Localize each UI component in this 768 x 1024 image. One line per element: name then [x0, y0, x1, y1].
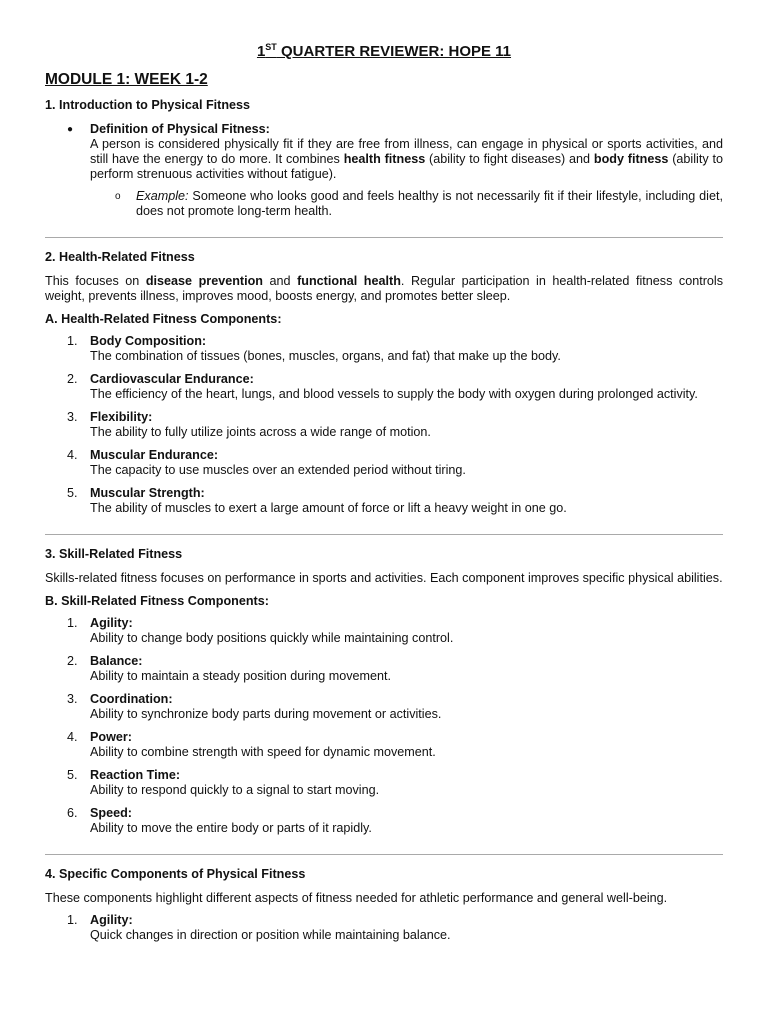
- definition-text: A person is considered physically fit if they are free from illness, can engage in physical or sports activities, and still have the energy to do more. It combines health fitness (ability to fight diseases) and body fitness (ability to perform strenuous activities without fatigue).: [90, 137, 723, 181]
- list-item-number: 2.: [67, 372, 78, 386]
- list-item-number: 3.: [67, 410, 78, 424]
- list-item-description: Ability to combine strength with speed for dynamic movement.: [90, 745, 436, 759]
- list-item-term: Coordination:: [90, 692, 173, 706]
- list-item-term: Agility:: [90, 913, 133, 927]
- list-item-number: 3.: [67, 692, 78, 706]
- list-item-number: 1.: [67, 616, 78, 630]
- list-item-number: 5.: [67, 768, 78, 782]
- health-components-list: [45, 334, 723, 516]
- list-item-description: The capacity to use muscles over an extended period without tiring.: [90, 463, 466, 477]
- document-title: 1ST QUARTER REVIEWER: HOPE 11: [256, 42, 512, 60]
- section-2-paragraph: This focuses on disease prevention and functional health. Regular participation in health-related fitness controls weight, prevents illness, improves mood, boosts energy, and promotes better sleep.: [45, 274, 724, 303]
- list-item: [45, 730, 723, 760]
- skill-components-list: [45, 616, 723, 836]
- list-item: [45, 616, 723, 646]
- list-item: [45, 486, 723, 516]
- health-components-heading: A. Health-Related Fitness Components:: [45, 312, 282, 326]
- list-item-description: Quick changes in direction or position while maintaining balance.: [90, 928, 451, 942]
- list-item: [45, 654, 723, 684]
- definition-term: Definition of Physical Fitness:: [90, 122, 270, 136]
- list-item-term: Body Composition:: [90, 334, 207, 348]
- document-page: [45, 36, 723, 943]
- list-item-description: The efficiency of the heart, lungs, and blood vessels to supply the body with oxygen during prolonged activity.: [90, 387, 698, 401]
- list-item-number: 1.: [67, 913, 78, 927]
- hollow-bullet-icon: o: [115, 191, 121, 202]
- list-item-term: Flexibility:: [90, 410, 153, 424]
- list-item: [45, 806, 723, 836]
- list-item-term: Speed:: [90, 806, 132, 820]
- list-item-description: Ability to respond quickly to a signal to start moving.: [90, 783, 380, 797]
- list-item-description: The ability of muscles to exert a large amount of force or lift a heavy weight in one go.: [90, 501, 567, 515]
- module-title: MODULE 1: WEEK 1-2: [45, 71, 208, 88]
- specific-components-list: [45, 913, 723, 943]
- bullet-icon: ●: [67, 124, 74, 135]
- list-item: [45, 410, 723, 440]
- example-subbullet: [45, 189, 723, 219]
- section-3-heading: 3. Skill-Related Fitness: [45, 547, 183, 561]
- list-item: [45, 913, 723, 943]
- list-item-description: Ability to synchronize body parts during movement or activities.: [90, 707, 442, 721]
- list-item-number: 4.: [67, 448, 78, 462]
- list-item-number: 5.: [67, 486, 78, 500]
- section-2-heading: 2. Health-Related Fitness: [45, 250, 195, 264]
- list-item-number: 2.: [67, 654, 78, 668]
- list-item: [45, 334, 723, 364]
- list-item-term: Agility:: [90, 616, 133, 630]
- section-divider: [45, 854, 723, 855]
- list-item-term: Reaction Time:: [90, 768, 181, 782]
- list-item-description: The ability to fully utilize joints across a wide range of motion.: [90, 425, 431, 439]
- section-1-heading: 1. Introduction to Physical Fitness: [45, 98, 251, 112]
- list-item-description: Ability to maintain a steady position during movement.: [90, 669, 392, 683]
- list-item: [45, 768, 723, 798]
- list-item-term: Muscular Endurance:: [90, 448, 219, 462]
- section-4-heading: 4. Specific Components of Physical Fitness: [45, 867, 306, 881]
- list-item-term: Power:: [90, 730, 132, 744]
- list-item-description: Ability to change body positions quickly while maintaining control.: [90, 631, 454, 645]
- section-3-paragraph: Skills-related fitness focuses on performance in sports and activities. Each component improves specific physical abilities.: [45, 571, 723, 585]
- list-item-number: 1.: [67, 334, 78, 348]
- section-divider: [45, 237, 723, 238]
- section-divider: [45, 534, 723, 535]
- list-item-description: The combination of tissues (bones, muscles, organs, and fat) that make up the body.: [90, 349, 561, 363]
- list-item-term: Muscular Strength:: [90, 486, 205, 500]
- example-text: Someone who looks good and feels healthy is not necessarily fit if their lifestyle, including diet, does not promote long-term health.: [136, 189, 723, 218]
- list-item: [45, 692, 723, 722]
- list-item-number: 4.: [67, 730, 78, 744]
- list-item-term: Balance:: [90, 654, 143, 668]
- section-4-paragraph: These components highlight different aspects of fitness needed for athletic performance and general well-being.: [45, 891, 668, 905]
- list-item: [45, 448, 723, 478]
- skill-components-heading: B. Skill-Related Fitness Components:: [45, 594, 269, 608]
- list-item-description: Ability to move the entire body or parts of it rapidly.: [90, 821, 372, 835]
- list-item-number: 6.: [67, 806, 78, 820]
- definition-bullet: [45, 122, 723, 182]
- list-item-term: Cardiovascular Endurance:: [90, 372, 254, 386]
- example-label: Example:: [136, 189, 189, 203]
- list-item: [45, 372, 723, 402]
